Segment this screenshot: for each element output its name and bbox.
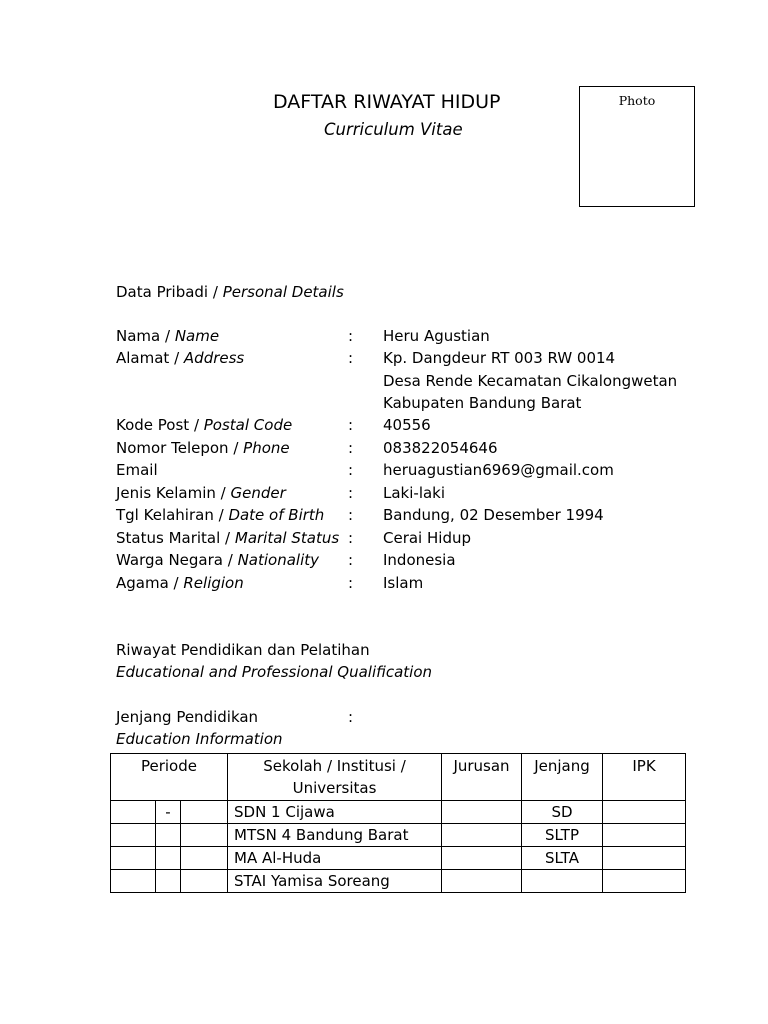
cell-period-start [111, 801, 156, 824]
cell-ipk [603, 870, 686, 893]
field-row-marital-status [116, 529, 716, 551]
field-colon: : [348, 708, 354, 726]
header-jurusan: Jurusan [442, 754, 522, 801]
field-label: Jenis Kelamin / Gender [116, 484, 286, 502]
cell-period-start [111, 870, 156, 893]
field-colon: : [348, 506, 354, 524]
field-colon: : [348, 484, 354, 502]
field-value-marital-status: Cerai Hidup [383, 529, 471, 547]
field-label: Kode Post / Postal Code [116, 416, 293, 434]
field-row-address-line2 [116, 372, 716, 394]
field-colon: : [348, 327, 354, 345]
education-heading-en: Educational and Professional Qualification [116, 663, 433, 681]
field-value-gender: Laki-laki [383, 484, 446, 502]
field-row-nationality [116, 551, 716, 573]
table-row [111, 801, 686, 824]
field-colon: : [348, 574, 354, 592]
cell-jenjang [522, 870, 603, 893]
field-value-religion: Islam [383, 574, 424, 592]
field-row-education-level [116, 708, 716, 730]
cell-jurusan [442, 847, 522, 870]
personal-heading-sep: / [208, 283, 223, 301]
field-label: Warga Negara / Nationality [116, 551, 320, 569]
personal-heading-en: Personal Details [222, 283, 344, 301]
header-sekolah-line2: Universitas [292, 779, 377, 797]
field-label: Alamat / Address [116, 349, 245, 367]
field-value-address-line3: Kabupaten Bandung Barat [383, 394, 582, 412]
table-row [111, 824, 686, 847]
photo-label: Photo [618, 93, 656, 108]
header-ipk: IPK [603, 754, 686, 801]
field-row-address-line3 [116, 394, 716, 416]
field-label: Nama / Name [116, 327, 220, 345]
cell-sekolah: STAI Yamisa Soreang [228, 870, 442, 893]
cell-period-end [180, 847, 227, 870]
field-value-birth-date: Bandung, 02 Desember 1994 [383, 506, 604, 524]
field-row-postal-code [116, 416, 716, 438]
header-periode: Periode [111, 754, 228, 801]
field-row-gender [116, 484, 716, 506]
document-title: DAFTAR RIWAYAT HIDUP [273, 91, 501, 113]
cell-period-dash [155, 824, 180, 847]
field-label: Status Marital / Marital Status [116, 529, 340, 547]
field-value-phone: 083822054646 [383, 439, 498, 457]
field-colon: : [348, 461, 354, 479]
personal-details-heading [116, 283, 344, 301]
cell-ipk [603, 824, 686, 847]
field-row-email [116, 461, 716, 483]
field-label: Email [116, 461, 158, 479]
field-value-postal-code: 40556 [383, 416, 431, 434]
cell-period-end [180, 824, 227, 847]
cell-period-dash: - [155, 801, 180, 824]
cell-sekolah: MTSN 4 Bandung Barat [228, 824, 442, 847]
field-colon: : [348, 551, 354, 569]
header-jenjang: Jenjang [522, 754, 603, 801]
cell-jenjang: SD [522, 801, 603, 824]
cell-sekolah: MA Al-Huda [228, 847, 442, 870]
cell-ipk [603, 801, 686, 824]
field-value-email: heruagustian6969@gmail.com [383, 461, 614, 479]
education-info-label: Education Information [116, 730, 283, 748]
cell-period-start [111, 847, 156, 870]
field-row-birth-date [116, 506, 716, 528]
field-value-name: Heru Agustian [383, 327, 490, 345]
field-colon: : [348, 439, 354, 457]
photo-placeholder [579, 86, 695, 207]
education-table [110, 753, 686, 893]
field-value-address-line1: Kp. Dangdeur RT 003 RW 0014 [383, 349, 616, 367]
education-heading: Riwayat Pendidikan dan Pelatihan [116, 641, 370, 659]
field-row-phone [116, 439, 716, 461]
field-colon: : [348, 349, 354, 367]
cell-jurusan [442, 801, 522, 824]
field-colon: : [348, 529, 354, 547]
cell-jurusan [442, 824, 522, 847]
field-row-address [116, 349, 716, 371]
field-value-address-line2: Desa Rende Kecamatan Cikalongwetan [383, 372, 678, 390]
field-row-name [116, 327, 716, 349]
education-table-header [111, 754, 686, 801]
field-row-religion [116, 574, 716, 596]
cell-period-end [180, 870, 227, 893]
cell-period-dash [155, 870, 180, 893]
cell-jenjang: SLTA [522, 847, 603, 870]
cell-ipk [603, 847, 686, 870]
cell-sekolah: SDN 1 Cijawa [228, 801, 442, 824]
cell-jenjang: SLTP [522, 824, 603, 847]
personal-heading-id: Data Pribadi [116, 283, 209, 301]
cell-period-start [111, 824, 156, 847]
table-row [111, 870, 686, 893]
field-label: Nomor Telepon / Phone [116, 439, 290, 457]
cell-period-dash [155, 847, 180, 870]
header-sekolah [228, 754, 442, 801]
document-subtitle: Curriculum Vitae [324, 120, 463, 139]
field-label: Agama / Religion [116, 574, 244, 592]
cell-period-end [180, 801, 227, 824]
header-sekolah-line1: Sekolah / Institusi / [263, 757, 406, 775]
table-row [111, 847, 686, 870]
field-value-nationality: Indonesia [383, 551, 456, 569]
education-level-label: Jenjang Pendidikan [116, 708, 259, 726]
field-colon: : [348, 416, 354, 434]
cell-jurusan [442, 870, 522, 893]
field-label: Tgl Kelahiran / Date of Birth [116, 506, 325, 524]
